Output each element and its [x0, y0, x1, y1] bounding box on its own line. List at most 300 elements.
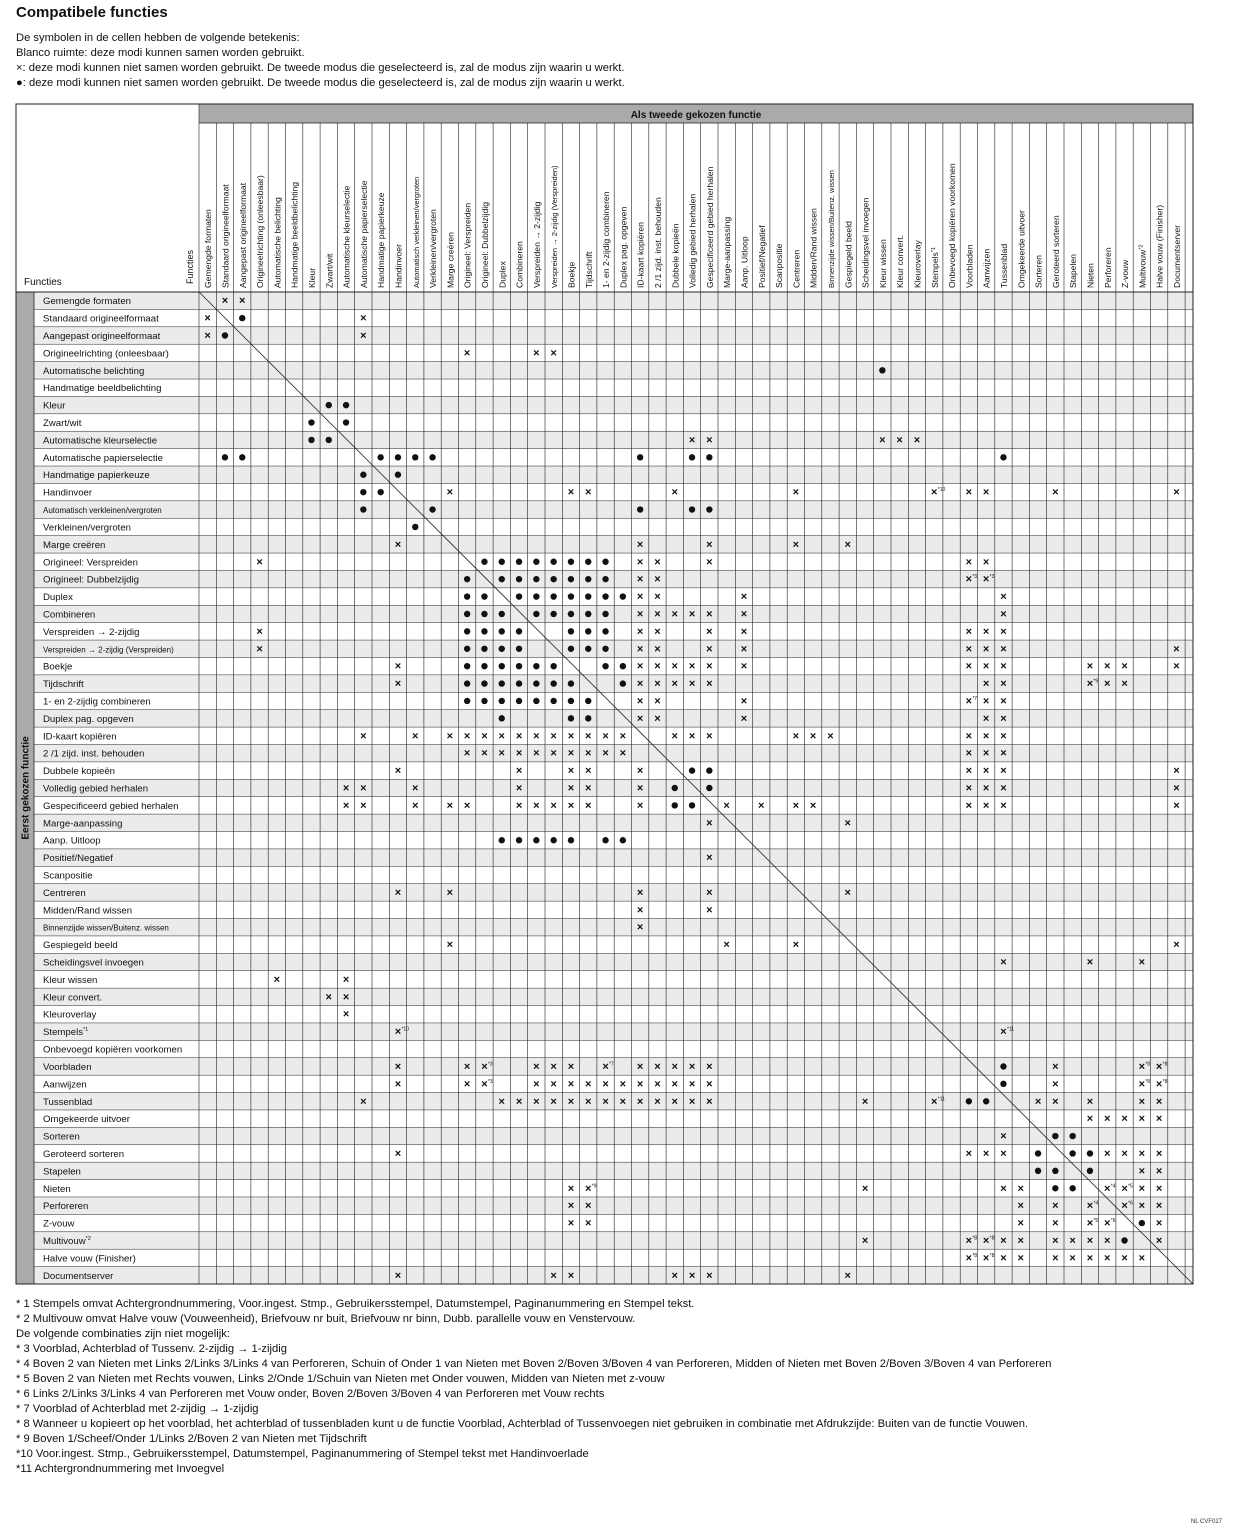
- incompatible-dot: [706, 454, 712, 460]
- incompatible-cross: ×: [636, 643, 644, 656]
- incompatible-dot: [429, 454, 435, 460]
- incompatible-cross: ×: [1000, 643, 1007, 656]
- incompatible-dot: [481, 663, 487, 669]
- incompatible-cross: ×: [636, 886, 644, 899]
- incompatible-cross: ×: [982, 678, 990, 691]
- incompatible-dot: [326, 437, 332, 443]
- column-header: Scanpositie: [774, 243, 785, 288]
- incompatible-dot: [516, 837, 522, 843]
- column-header: Automatische belichting: [272, 197, 283, 288]
- row-label: Stapelen: [43, 1166, 81, 1178]
- incompatible-dot: [343, 402, 349, 408]
- cell-superscript: *5: [1128, 1183, 1133, 1190]
- incompatible-dot: [550, 576, 556, 582]
- row-label: Origineelrichting (onleesbaar): [43, 348, 169, 360]
- incompatible-cross: ×: [706, 625, 713, 638]
- column-header: Combineren: [514, 241, 525, 288]
- incompatible-cross: ×: [792, 799, 800, 812]
- incompatible-dot: [602, 646, 608, 652]
- incompatible-dot: [637, 454, 643, 460]
- incompatible-cross: ×: [1104, 1252, 1111, 1265]
- incompatible-cross: ×: [671, 486, 678, 499]
- incompatible-cross: ×: [533, 1078, 540, 1091]
- incompatible-cross: ×: [706, 643, 713, 656]
- incompatible-dot: [360, 472, 366, 478]
- incompatible-cross: ×: [585, 1200, 592, 1213]
- incompatible-dot: [1000, 1063, 1006, 1069]
- cell-superscript: *4: [1093, 1200, 1099, 1207]
- row-label: Voorbladen: [43, 1061, 92, 1073]
- incompatible-dot: [983, 1098, 989, 1104]
- column-header: Handinvoer: [393, 244, 404, 288]
- incompatible-cross: ×: [982, 1147, 990, 1160]
- incompatible-cross: ×: [567, 1217, 575, 1230]
- incompatible-cross: ×: [636, 904, 644, 917]
- incompatible-cross: ×: [1173, 939, 1180, 952]
- incompatible-cross: ×: [1155, 1113, 1163, 1126]
- incompatible-cross: ×: [567, 765, 575, 778]
- incompatible-dot: [637, 506, 643, 512]
- incompatible-cross: ×: [965, 799, 973, 812]
- footnote: * 9 Boven 1/Scheef/Onder 1/Links 2/Boven 2 van Nieten met Tijdschrift: [16, 1433, 367, 1445]
- incompatible-cross: ×: [982, 643, 990, 656]
- incompatible-cross: ×: [1155, 1095, 1163, 1108]
- incompatible-dot: [499, 680, 505, 686]
- incompatible-cross: ×: [602, 747, 609, 760]
- incompatible-cross: ×: [1017, 1234, 1024, 1247]
- incompatible-cross: ×: [671, 660, 678, 673]
- incompatible-cross: ×: [533, 1060, 540, 1073]
- incompatible-cross: ×: [1121, 1182, 1128, 1195]
- row-stripe: [34, 1093, 1193, 1110]
- cell-superscript: *9: [591, 1183, 597, 1190]
- incompatible-dot: [568, 559, 574, 565]
- incompatible-cross: ×: [446, 730, 454, 743]
- incompatible-cross: ×: [1155, 1078, 1163, 1091]
- incompatible-cross: ×: [256, 556, 263, 569]
- incompatible-cross: ×: [498, 730, 505, 743]
- incompatible-dot: [533, 576, 539, 582]
- incompatible-cross: ×: [706, 852, 713, 865]
- incompatible-cross: ×: [636, 573, 644, 586]
- row-stripe: [34, 710, 1193, 727]
- incompatible-cross: ×: [688, 1095, 696, 1108]
- incompatible-cross: ×: [1000, 765, 1007, 778]
- incompatible-cross: ×: [1086, 1234, 1094, 1247]
- row-stripe: [34, 675, 1193, 692]
- incompatible-cross: ×: [636, 765, 644, 778]
- incompatible-dot: [481, 611, 487, 617]
- incompatible-dot: [585, 698, 591, 704]
- incompatible-cross: ×: [1138, 1095, 1146, 1108]
- incompatible-cross: ×: [585, 765, 592, 778]
- column-header: Dubbele kopieën: [670, 223, 681, 288]
- incompatible-cross: ×: [463, 1078, 471, 1091]
- row-label: Marge-aanpassing: [43, 818, 123, 830]
- incompatible-dot: [377, 454, 383, 460]
- incompatible-cross: ×: [1086, 660, 1094, 673]
- incompatible-cross: ×: [740, 643, 748, 656]
- incompatible-cross: ×: [706, 1060, 713, 1073]
- incompatible-cross: ×: [1173, 486, 1180, 499]
- incompatible-cross: ×: [567, 782, 575, 795]
- row-label: Kleur wissen: [43, 974, 98, 986]
- column-header: Scheidingsvel invoegen: [860, 197, 871, 288]
- incompatible-cross: ×: [1138, 1113, 1146, 1126]
- incompatible-dot: [602, 837, 608, 843]
- row-label: Kleur: [43, 400, 66, 412]
- incompatible-cross: ×: [342, 991, 350, 1004]
- incompatible-cross: ×: [515, 782, 523, 795]
- footnote: *11 Achtergrondnummering met Invoegvel: [16, 1463, 225, 1475]
- incompatible-cross: ×: [515, 765, 523, 778]
- incompatible-cross: ×: [965, 1234, 973, 1247]
- incompatible-dot: [550, 663, 556, 669]
- row-stripe: [34, 814, 1193, 831]
- incompatible-cross: ×: [671, 1060, 678, 1073]
- row-label: Tussenblad: [43, 1096, 93, 1108]
- footnote: * 2 Multivouw omvat Halve vouw (Vouweenheid), Briefvouw nr buit, Briefvouw nr binn, Dubb. parallelle vouw en Venstervouw.: [16, 1313, 636, 1325]
- incompatible-cross: ×: [1138, 1182, 1146, 1195]
- incompatible-cross: ×: [913, 434, 921, 447]
- incompatible-cross: ×: [706, 608, 713, 621]
- incompatible-cross: ×: [619, 730, 627, 743]
- incompatible-cross: ×: [394, 678, 402, 691]
- row-label: Combineren: [43, 609, 96, 621]
- row-label: Handinvoer: [43, 487, 93, 499]
- row-label: Kleuroverlay: [43, 1009, 97, 1021]
- superscript: *1: [930, 246, 937, 253]
- incompatible-dot: [550, 593, 556, 599]
- incompatible-cross: ×: [360, 782, 367, 795]
- incompatible-dot: [516, 680, 522, 686]
- footnote: * 6 Links 2/Links 3/Links 4 van Perforeren met Vouw onder, Boven 2/Boven 3/Boven 4 van Perforeren met Vouw rechts: [16, 1388, 605, 1400]
- row-stripe: [34, 396, 1193, 413]
- incompatible-cross: ×: [567, 1060, 575, 1073]
- cell-superscript: *8: [1162, 1078, 1168, 1085]
- column-header: Marge creëren: [445, 232, 456, 288]
- second-header-title: Als tweede gekozen functie: [630, 110, 762, 121]
- cell-superscript: *8: [989, 1235, 995, 1242]
- incompatible-cross: ×: [688, 1078, 696, 1091]
- footnote: De volgende combinaties zijn niet mogelijk:: [16, 1328, 230, 1340]
- incompatible-dot: [499, 576, 505, 582]
- incompatible-cross: ×: [740, 625, 748, 638]
- column-header: Positief/Negatief: [756, 225, 767, 288]
- incompatible-dot: [343, 419, 349, 425]
- incompatible-dot: [481, 646, 487, 652]
- column-header: Tijdschrift: [583, 251, 594, 288]
- incompatible-cross: ×: [1155, 1234, 1163, 1247]
- column-header: 1- en 2-zijdig combineren: [601, 191, 612, 288]
- row-label: Positief/Negatief: [43, 853, 113, 865]
- row-label: Automatische kleurselectie: [43, 435, 158, 447]
- incompatible-cross: ×: [982, 695, 990, 708]
- row-stripe: [34, 1023, 1193, 1040]
- incompatible-cross: ×: [1017, 1217, 1024, 1230]
- incompatible-dot: [966, 1098, 972, 1104]
- incompatible-cross: ×: [585, 1095, 592, 1108]
- incompatible-dot: [706, 785, 712, 791]
- incompatible-dot: [585, 593, 591, 599]
- incompatible-cross: ×: [1052, 1252, 1059, 1265]
- incompatible-cross: ×: [1173, 782, 1180, 795]
- row-label: Verspreiden → 2-zijdig: [43, 626, 140, 638]
- column-header: Handmatige papierkeuze: [376, 192, 387, 288]
- incompatible-cross: ×: [515, 799, 523, 812]
- column-header: Kleuroverlay: [912, 240, 923, 288]
- incompatible-cross: ×: [1104, 1182, 1111, 1195]
- incompatible-cross: ×: [1121, 1147, 1128, 1160]
- incompatible-cross: ×: [550, 1269, 557, 1282]
- incompatible-dot: [464, 611, 470, 617]
- incompatible-dot: [568, 628, 574, 634]
- incompatible-cross: ×: [827, 730, 834, 743]
- incompatible-cross: ×: [896, 434, 903, 447]
- incompatible-cross: ×: [706, 730, 713, 743]
- column-header: Zwart/wit: [324, 253, 335, 288]
- incompatible-cross: ×: [1000, 956, 1007, 969]
- incompatible-cross: ×: [1138, 1078, 1146, 1091]
- row-stripe: [34, 570, 1193, 587]
- incompatible-cross: ×: [688, 434, 696, 447]
- incompatible-cross: ×: [1000, 1026, 1007, 1039]
- incompatible-cross: ×: [792, 730, 800, 743]
- incompatible-cross: ×: [706, 538, 713, 551]
- cell-superscript: *8: [1162, 1061, 1168, 1068]
- incompatible-dot: [533, 663, 539, 669]
- incompatible-cross: ×: [706, 1269, 713, 1282]
- incompatible-dot: [222, 454, 228, 460]
- incompatible-cross: ×: [1121, 1252, 1128, 1265]
- incompatible-dot: [533, 698, 539, 704]
- column-header: Automatisch verkleinen/vergroten: [411, 176, 421, 288]
- first-header-title: Eerst gekozen functie: [20, 736, 32, 840]
- incompatible-dot: [464, 646, 470, 652]
- incompatible-dot: [689, 454, 695, 460]
- incompatible-cross: ×: [567, 486, 575, 499]
- incompatible-cross: ×: [1155, 1147, 1163, 1160]
- incompatible-cross: ×: [965, 730, 973, 743]
- incompatible-cross: ×: [342, 973, 350, 986]
- superscript: *2: [1138, 244, 1145, 250]
- incompatible-cross: ×: [1138, 1147, 1146, 1160]
- cell-superscript: *8: [1145, 1061, 1151, 1068]
- row-label: Verspreiden → 2-zijdig (Verspreiden): [43, 645, 174, 655]
- incompatible-cross: ×: [792, 486, 800, 499]
- footnote: * 8 Wanneer u kopieert op het voorblad, het achterblad of tussenbladen kunt u de functie Voorblad, Achterblad of Tussenvoegen niet gebruiken in combinatie met Afdrukzijde: Buiten van de functie Vouwen.: [16, 1418, 1029, 1430]
- incompatible-dot: [481, 698, 487, 704]
- column-header: Binnenzijde wissen/Buitenz. wissen: [826, 170, 836, 288]
- incompatible-cross: ×: [931, 1095, 938, 1108]
- incompatible-cross: ×: [550, 799, 557, 812]
- row-label: Handmatige beeldbelichting: [43, 383, 162, 395]
- row-label: Duplex: [43, 592, 73, 604]
- column-header: Gespecificeerd gebied herhalen: [704, 166, 715, 288]
- column-header: Origineelrichting (onleesbaar): [255, 175, 266, 288]
- incompatible-cross: ×: [550, 747, 557, 760]
- column-header: Omgekeerde uitvoer: [1016, 210, 1027, 288]
- incompatible-cross: ×: [740, 591, 748, 604]
- legend-line: Blanco ruimte: deze modi kunnen samen worden gebruikt.: [16, 47, 305, 59]
- column-header: Automatische kleurselectie: [341, 185, 352, 288]
- incompatible-dot: [464, 576, 470, 582]
- incompatible-cross: ×: [1104, 678, 1111, 691]
- incompatible-cross: ×: [740, 695, 748, 708]
- incompatible-dot: [464, 628, 470, 634]
- column-header: ID-kaart kopiëren: [635, 222, 646, 288]
- row-label: Marge creëren: [43, 539, 106, 551]
- incompatible-dot: [1069, 1185, 1075, 1191]
- incompatible-dot: [499, 715, 505, 721]
- incompatible-cross: ×: [394, 765, 402, 778]
- incompatible-cross: ×: [463, 730, 471, 743]
- row-label: Automatische papierselectie: [43, 452, 163, 464]
- incompatible-cross: ×: [325, 991, 332, 1004]
- incompatible-cross: ×: [1052, 1078, 1059, 1091]
- incompatible-cross: ×: [481, 730, 488, 743]
- incompatible-cross: ×: [221, 295, 229, 308]
- incompatible-cross: ×: [982, 573, 990, 586]
- incompatible-cross: ×: [585, 730, 592, 743]
- row-stripe: [34, 884, 1193, 901]
- incompatible-dot: [464, 593, 470, 599]
- incompatible-cross: ×: [1000, 608, 1007, 621]
- incompatible-cross: ×: [360, 330, 367, 343]
- incompatible-cross: ×: [688, 678, 696, 691]
- incompatible-cross: ×: [671, 730, 678, 743]
- row-stripe: [34, 640, 1193, 657]
- row-label: Aanp. Uitloop: [43, 835, 101, 847]
- incompatible-dot: [499, 837, 505, 843]
- incompatible-cross: ×: [1069, 1252, 1076, 1265]
- incompatible-cross: ×: [550, 1095, 557, 1108]
- incompatible-cross: ×: [585, 1078, 592, 1091]
- incompatible-cross: ×: [861, 1095, 869, 1108]
- incompatible-cross: ×: [1104, 1217, 1111, 1230]
- incompatible-cross: ×: [1155, 1165, 1163, 1178]
- incompatible-dot: [222, 332, 228, 338]
- incompatible-cross: ×: [1000, 712, 1007, 725]
- incompatible-cross: ×: [1017, 1182, 1024, 1195]
- incompatible-cross: ×: [1121, 1113, 1128, 1126]
- incompatible-cross: ×: [1000, 747, 1007, 760]
- row-stripe: [34, 953, 1193, 970]
- incompatible-cross: ×: [567, 747, 575, 760]
- incompatible-cross: ×: [533, 730, 540, 743]
- incompatible-dot: [395, 454, 401, 460]
- incompatible-cross: ×: [740, 660, 748, 673]
- footnote: *10 Voor.ingest. Stmp., Gebruikersstempel, Datumstempel, Paginanummering of Stempel tekst met Handinvoerlade: [16, 1448, 589, 1460]
- incompatible-cross: ×: [481, 1060, 488, 1073]
- incompatible-cross: ×: [239, 295, 246, 308]
- incompatible-cross: ×: [965, 556, 973, 569]
- cell-superscript: *8: [972, 1235, 978, 1242]
- incompatible-cross: ×: [965, 573, 973, 586]
- incompatible-cross: ×: [982, 625, 990, 638]
- incompatible-cross: ×: [654, 660, 661, 673]
- incompatible-dot: [1035, 1150, 1041, 1156]
- incompatible-dot: [308, 419, 314, 425]
- incompatible-cross: ×: [1121, 660, 1128, 673]
- row-stripe: [34, 501, 1193, 518]
- incompatible-cross: ×: [585, 799, 592, 812]
- incompatible-cross: ×: [740, 608, 748, 621]
- incompatible-dot: [516, 646, 522, 652]
- superscript: *1: [83, 1027, 89, 1034]
- incompatible-cross: ×: [463, 1060, 471, 1073]
- column-header: Automatische papierselectie: [358, 180, 369, 288]
- row-label: Duplex pag. opgeven: [43, 713, 134, 725]
- incompatible-cross: ×: [1121, 1200, 1128, 1213]
- incompatible-dot: [689, 767, 695, 773]
- incompatible-dot: [395, 472, 401, 478]
- column-header: Aanwijzen: [981, 248, 992, 288]
- incompatible-cross: ×: [1155, 1060, 1163, 1073]
- incompatible-dot: [499, 646, 505, 652]
- incompatible-cross: ×: [636, 921, 644, 934]
- incompatible-cross: ×: [982, 730, 990, 743]
- incompatible-dot: [1000, 1081, 1006, 1087]
- incompatible-cross: ×: [636, 1095, 644, 1108]
- incompatible-cross: ×: [965, 782, 973, 795]
- incompatible-cross: ×: [844, 1269, 851, 1282]
- incompatible-cross: ×: [1052, 1234, 1059, 1247]
- incompatible-cross: ×: [585, 747, 592, 760]
- incompatible-cross: ×: [1000, 782, 1007, 795]
- incompatible-cross: ×: [1173, 799, 1180, 812]
- incompatible-cross: ×: [654, 556, 661, 569]
- incompatible-cross: ×: [360, 799, 367, 812]
- incompatible-dot: [585, 628, 591, 634]
- row-label: Gemengde formaten: [43, 296, 131, 308]
- row-label: Sorteren: [43, 1131, 80, 1143]
- incompatible-cross: ×: [879, 434, 886, 447]
- incompatible-cross: ×: [498, 747, 505, 760]
- column-header: Nieten: [1085, 263, 1096, 288]
- legend-line: ×: deze modi kunnen niet samen worden gebruikt. De tweede modus die geselecteerd is, zal de modus zijn waarin u werkt.: [16, 62, 625, 74]
- incompatible-dot: [308, 437, 314, 443]
- incompatible-dot: [1069, 1133, 1075, 1139]
- incompatible-dot: [326, 402, 332, 408]
- footnote: * 7 Voorblad of Achterblad met 2-zijdig → 1-zijdig: [16, 1403, 259, 1415]
- incompatible-cross: ×: [1173, 765, 1180, 778]
- legend-line: De symbolen in de cellen hebben de volgende betekenis:: [16, 32, 300, 44]
- incompatible-cross: ×: [671, 1269, 678, 1282]
- row-stripe: [34, 779, 1193, 796]
- incompatible-cross: ×: [585, 782, 592, 795]
- row-label: Geroteerd sorteren: [43, 1148, 125, 1160]
- incompatible-dot: [377, 489, 383, 495]
- incompatible-cross: ×: [636, 1060, 644, 1073]
- incompatible-cross: ×: [965, 625, 973, 638]
- incompatible-dot: [533, 611, 539, 617]
- incompatible-cross: ×: [394, 1269, 402, 1282]
- footnote: * 5 Boven 2 van Nieten met Rechts vouwen, Links 2/Onde 1/Schuin van Nieten met Onder vouwen, Midden van Nieten met z-vouw: [16, 1373, 665, 1385]
- incompatible-cross: ×: [394, 886, 402, 899]
- incompatible-cross: ×: [1155, 1182, 1163, 1195]
- incompatible-cross: ×: [706, 434, 713, 447]
- incompatible-cross: ×: [844, 886, 851, 899]
- row-label: Origineel: Dubbelzijdig: [43, 574, 139, 586]
- incompatible-cross: ×: [360, 312, 367, 325]
- row-stripe: [34, 988, 1193, 1005]
- incompatible-dot: [516, 559, 522, 565]
- document-code: NL CVF027: [1190, 1519, 1222, 1525]
- incompatible-cross: ×: [394, 1026, 402, 1039]
- row-label: Gespecificeerd gebied herhalen: [43, 800, 179, 812]
- incompatible-dot: [568, 593, 574, 599]
